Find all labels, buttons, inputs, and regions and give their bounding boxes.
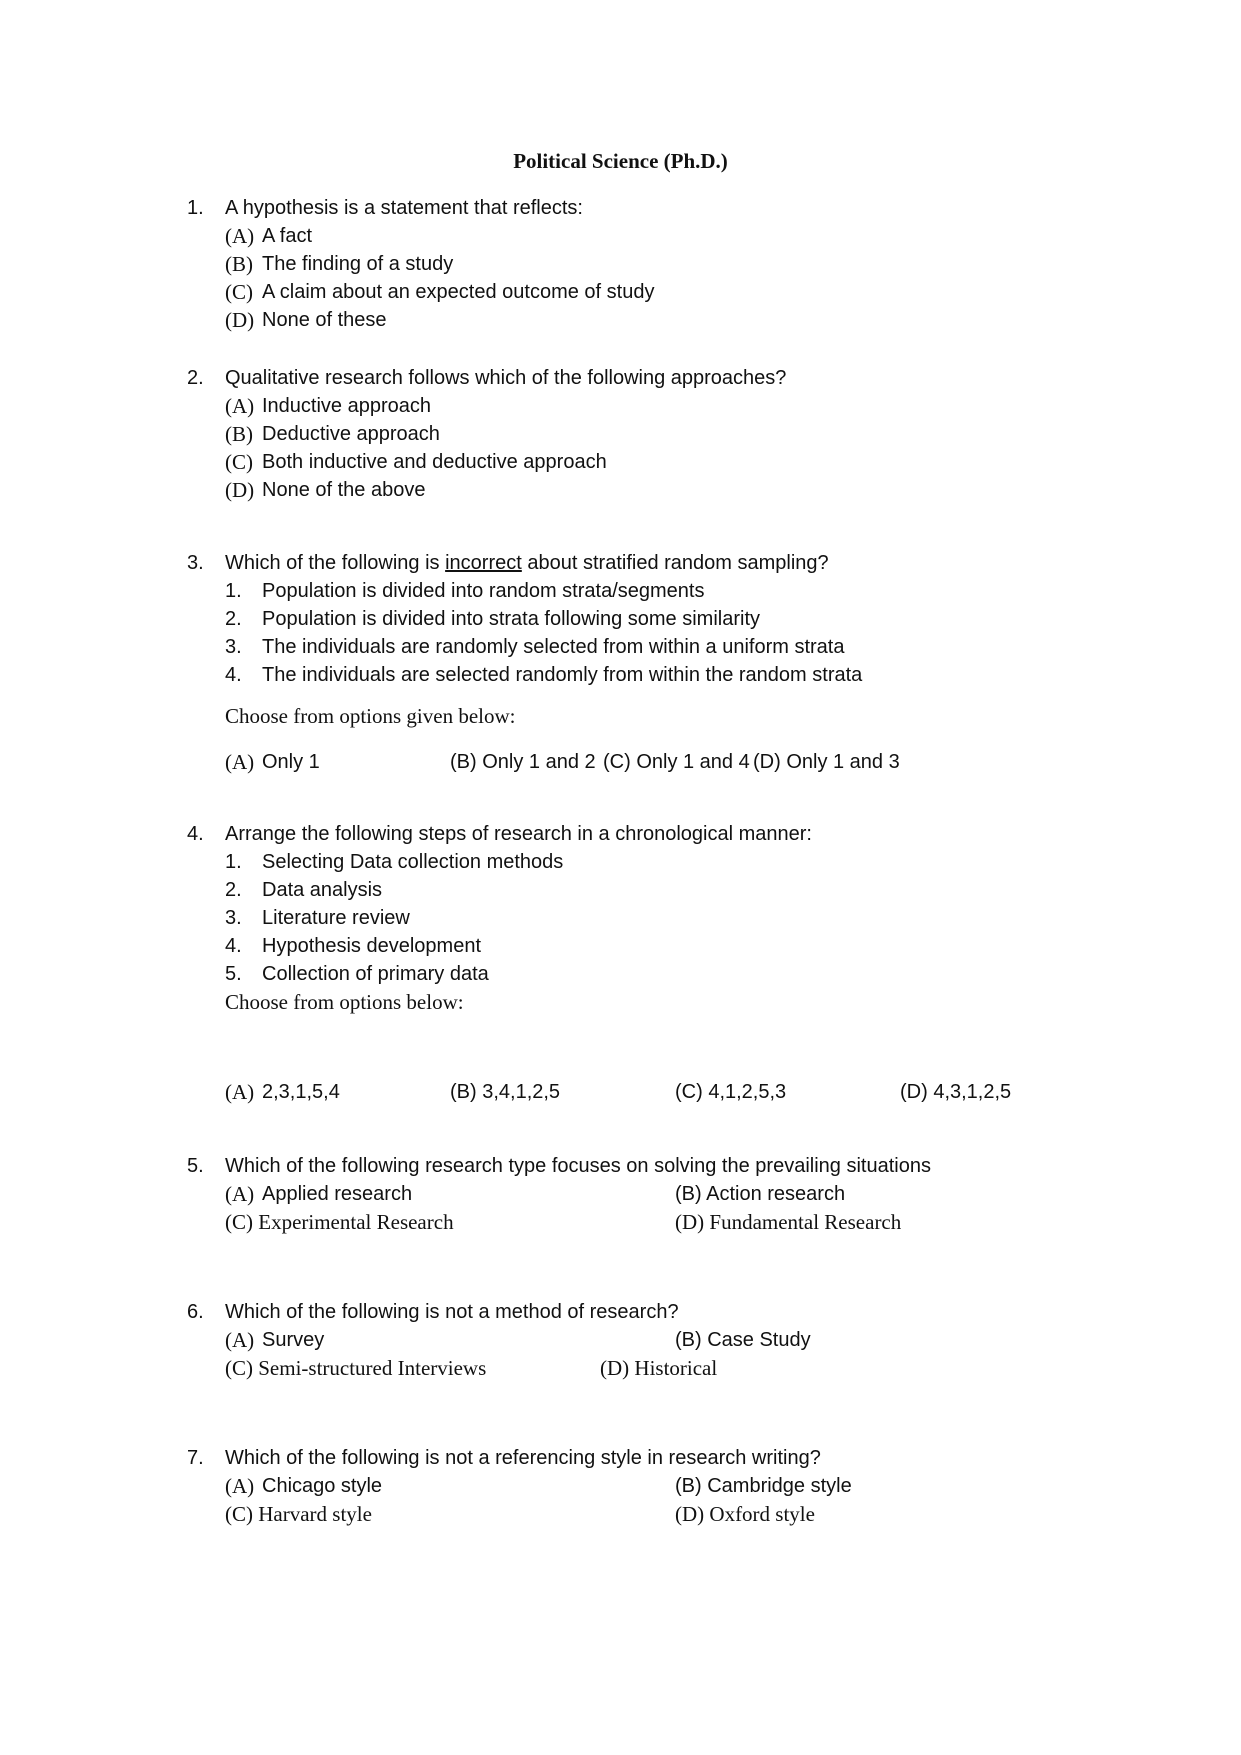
option-label: (D): [225, 478, 255, 502]
option-d: None of the above: [262, 479, 426, 501]
option-b: (B) Only 1 and 2: [450, 751, 596, 773]
question-text: Which of the following is not a referencing style in research writing?: [225, 1447, 821, 1469]
statement: The individuals are randomly selected from within a uniform strata: [262, 636, 845, 658]
option-label: (A): [225, 394, 255, 418]
question-number: 5.: [187, 1155, 204, 1177]
statement-number: 3.: [225, 636, 242, 658]
choose-instruction: Choose from options below:: [225, 990, 464, 1014]
option-c: Both inductive and deductive approach: [262, 451, 607, 473]
question-number: 6.: [187, 1301, 204, 1323]
step-number: 1.: [225, 851, 242, 873]
option-b: (B) 3,4,1,2,5: [450, 1081, 561, 1103]
option-label: (D): [225, 308, 255, 332]
statement: Population is divided into strata following some similarity: [262, 608, 761, 630]
option-a: A fact: [262, 225, 313, 247]
step-number: 4.: [225, 935, 242, 957]
option-b: The finding of a study: [262, 253, 454, 275]
option-d: (D) 4,3,1,2,5: [900, 1081, 1012, 1103]
page-title: Political Science (Ph.D.): [513, 149, 728, 173]
option-c: (C) Semi-structured Interviews: [225, 1356, 487, 1380]
question-text: Which of the following research type focuses on solving the prevailing situations: [225, 1155, 931, 1177]
question-text: A hypothesis is a statement that reflects:: [225, 197, 583, 219]
question-number: 2.: [187, 367, 204, 389]
option-d: None of these: [262, 309, 387, 331]
choose-instruction: Choose from options given below:: [225, 704, 516, 728]
option-c: (C) Experimental Research: [225, 1210, 454, 1234]
question-number: 7.: [187, 1447, 204, 1469]
question-text: Qualitative research follows which of the following approaches?: [225, 367, 787, 389]
option-label: (B): [225, 252, 253, 276]
option-c: A claim about an expected outcome of study: [262, 281, 655, 303]
option-b: (B) Case Study: [675, 1329, 811, 1351]
option-label: (B): [225, 422, 253, 446]
option-d: (D) Historical: [600, 1356, 718, 1380]
option-a: 2,3,1,5,4: [262, 1081, 340, 1103]
option-c: (C) 4,1,2,5,3: [675, 1081, 787, 1103]
statement-number: 4.: [225, 664, 242, 686]
statement: Population is divided into random strata/segments: [262, 580, 705, 602]
option-d: (D) Only 1 and 3: [753, 751, 900, 773]
step: Data analysis: [262, 879, 383, 901]
question-number: 3.: [187, 552, 204, 574]
option-b: (B) Cambridge style: [675, 1475, 852, 1497]
statement: The individuals are selected randomly from within the random strata: [262, 664, 863, 686]
option-label: (A): [225, 750, 255, 774]
question-text: Arrange the following steps of research in a chronological manner:: [225, 823, 812, 845]
option-label: (A): [225, 1182, 255, 1206]
option-label: (C): [225, 280, 253, 304]
option-label: (C): [225, 450, 253, 474]
option-label: (A): [225, 224, 255, 248]
underlined-word: incorrect: [445, 552, 522, 574]
option-a: Inductive approach: [262, 395, 432, 417]
statement-number: 1.: [225, 580, 242, 602]
step-number: 2.: [225, 879, 242, 901]
option-a: Chicago style: [262, 1475, 383, 1497]
statement-number: 2.: [225, 608, 242, 630]
option-b: Deductive approach: [262, 423, 440, 445]
step: Collection of primary data: [262, 963, 489, 985]
option-label: (A): [225, 1474, 255, 1498]
option-a: Survey: [262, 1329, 325, 1351]
question-text: Which of the following is not a method of research?: [225, 1301, 679, 1323]
question-number: 4.: [187, 823, 204, 845]
option-c: (C) Harvard style: [225, 1502, 372, 1526]
option-b: (B) Action research: [675, 1183, 846, 1205]
step-number: 3.: [225, 907, 242, 929]
option-a: Only 1: [262, 751, 320, 773]
option-label: (A): [225, 1328, 255, 1352]
question-text: Which of the following is incorrect about stratified random sampling?: [225, 552, 829, 574]
option-a: Applied research: [262, 1183, 413, 1205]
option-d: (D) Fundamental Research: [675, 1210, 902, 1234]
option-label: (A): [225, 1080, 255, 1104]
step-number: 5.: [225, 963, 242, 985]
step: Literature review: [262, 907, 410, 929]
step: Selecting Data collection methods: [262, 851, 564, 873]
option-d: (D) Oxford style: [675, 1502, 815, 1526]
step: Hypothesis development: [262, 935, 482, 957]
option-c: (C) Only 1 and 4: [603, 751, 750, 773]
question-number: 1.: [187, 197, 204, 219]
